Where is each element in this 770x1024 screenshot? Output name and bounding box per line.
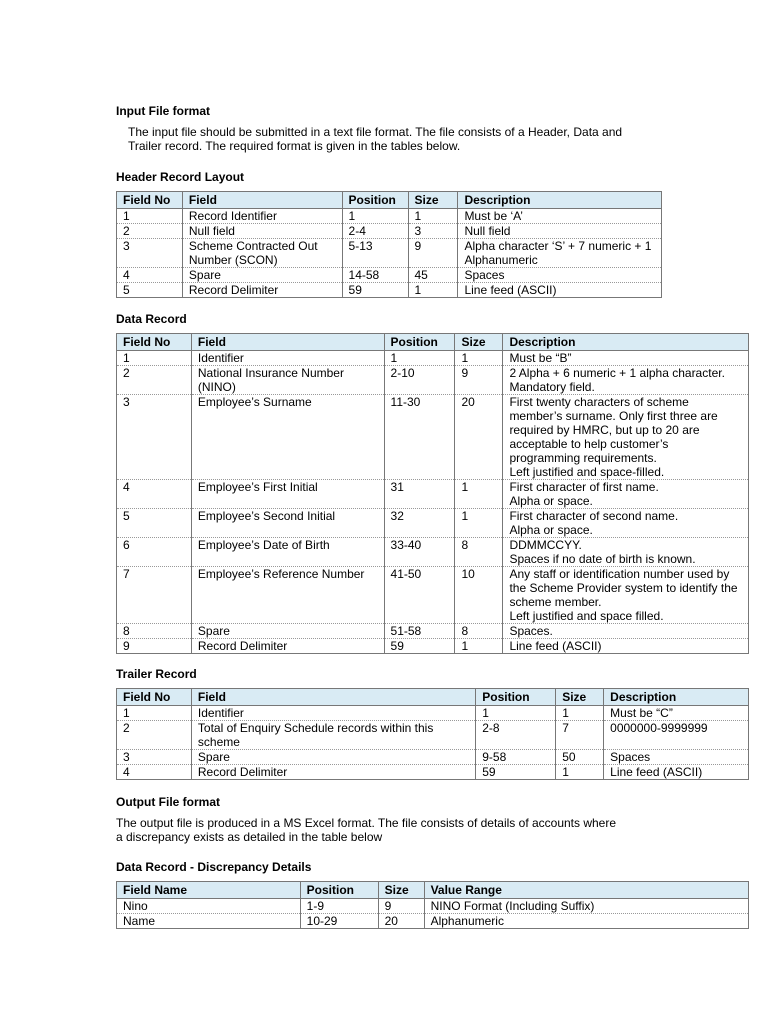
column-header: Field No (117, 192, 183, 209)
column-header: Field No (117, 334, 192, 351)
table-cell: 1 (342, 209, 408, 224)
data-record-heading: Data Record (116, 312, 187, 326)
column-header: Field (191, 334, 384, 351)
table-cell: 33-40 (384, 538, 455, 567)
table-cell: 1 (556, 765, 604, 780)
table-cell: Identifier (191, 706, 475, 721)
table-cell: 9 (378, 899, 424, 914)
column-header: Size (556, 689, 604, 706)
table-row (117, 721, 749, 750)
table-row (117, 224, 662, 239)
table-cell: Employee’s Reference Number (191, 567, 384, 624)
table-cell: 59 (342, 283, 408, 298)
column-header: Description (503, 334, 749, 351)
input-format-text: The input file should be submitted in a text file format. The file consists of a Header, Data and Trailer record. The required format is given in the tables below. (128, 125, 623, 153)
column-header: Value Range (424, 882, 748, 899)
table-header-row (117, 882, 749, 899)
table-cell: 50 (556, 750, 604, 765)
table-cell: 1 (455, 351, 503, 366)
table-cell: 9 (455, 366, 503, 395)
table-cell: 2 (117, 721, 192, 750)
table-cell: Nino (117, 899, 301, 914)
table-row (117, 209, 662, 224)
table-cell: 51-58 (384, 624, 455, 639)
table-cell: First character of second name. Alpha or space. (503, 509, 749, 538)
table-cell: Any staff or identification number used by the Scheme Provider system to identify the scheme member. Left justified and space filled. (503, 567, 749, 624)
table-cell: 59 (476, 765, 556, 780)
table-cell: Employee’s Date of Birth (191, 538, 384, 567)
table-cell: 1 (556, 706, 604, 721)
table-cell: 32 (384, 509, 455, 538)
table-cell: 8 (455, 624, 503, 639)
table-cell: Record Delimiter (191, 765, 475, 780)
column-header: Description (458, 192, 662, 209)
table-cell: Spare (191, 750, 475, 765)
table-cell: 0000000-9999999 (604, 721, 749, 750)
table-cell: First twenty characters of scheme member’s surname. Only first three are required by HMRC, but up to 20 are acceptable to help customer’s programming requirements. Left justified and space-filled. (503, 395, 749, 480)
table-cell: 1 (455, 480, 503, 509)
table-cell: 4 (117, 765, 192, 780)
table-cell: Null field (182, 224, 342, 239)
header-layout-heading: Header Record Layout (116, 170, 245, 184)
table-cell: Spaces. (503, 624, 749, 639)
table-cell: 3 (117, 395, 192, 480)
table-cell: 1-9 (300, 899, 378, 914)
table-cell: Spare (191, 624, 384, 639)
table-row (117, 706, 749, 721)
table-cell: Scheme Contracted Out Number (SCON) (182, 239, 342, 268)
table-cell: 6 (117, 538, 192, 567)
table-cell: Alpha character ‘S’ + 7 numeric + 1 Alphanumeric (458, 239, 662, 268)
table-cell: Line feed (ASCII) (503, 639, 749, 654)
table-cell: Null field (458, 224, 662, 239)
table-cell: 4 (117, 268, 183, 283)
table-row (117, 366, 749, 395)
table-cell: DDMMCCYY. Spaces if no date of birth is known. (503, 538, 749, 567)
table-cell: 2-10 (384, 366, 455, 395)
table-cell: Line feed (ASCII) (604, 765, 749, 780)
table-cell: 8 (117, 624, 192, 639)
table-header-row (117, 689, 749, 706)
table-cell: 3 (408, 224, 458, 239)
table-cell: Must be “C” (604, 706, 749, 721)
column-header: Size (408, 192, 458, 209)
table-row (117, 239, 662, 268)
column-header: Field (182, 192, 342, 209)
output-format-heading: Output File format (116, 795, 220, 809)
table-row (117, 914, 749, 929)
table-cell: Record Delimiter (182, 283, 342, 298)
table-cell: 9 (408, 239, 458, 268)
table-cell: 1 (476, 706, 556, 721)
column-header: Description (604, 689, 749, 706)
input-format-heading: Input File format (116, 104, 210, 118)
header-table (116, 191, 662, 298)
table-row (117, 765, 749, 780)
table-cell: 11-30 (384, 395, 455, 480)
column-header: Position (300, 882, 378, 899)
table-cell: Must be “B” (503, 351, 749, 366)
table-cell: 4 (117, 480, 192, 509)
table-row (117, 639, 749, 654)
table-cell: 2 Alpha + 6 numeric + 1 alpha character. Mandatory field. (503, 366, 749, 395)
table-cell: 2-8 (476, 721, 556, 750)
table-cell: 10-29 (300, 914, 378, 929)
column-header: Position (342, 192, 408, 209)
table-cell: 2 (117, 366, 192, 395)
table-cell: Spaces (604, 750, 749, 765)
table-cell: Total of Enquiry Schedule records within this scheme (191, 721, 475, 750)
table-header-row (117, 192, 662, 209)
table-cell: 1 (408, 209, 458, 224)
table-row (117, 624, 749, 639)
table-cell: 31 (384, 480, 455, 509)
table-cell: 1 (455, 509, 503, 538)
table-cell: 5 (117, 283, 183, 298)
discrepancy-heading: Data Record - Discrepancy Details (116, 860, 312, 874)
table-cell: 3 (117, 750, 192, 765)
table-cell: 7 (117, 567, 192, 624)
column-header: Size (378, 882, 424, 899)
table-cell: NINO Format (Including Suffix) (424, 899, 748, 914)
table-cell: 20 (455, 395, 503, 480)
table-row (117, 395, 749, 480)
table-cell: National Insurance Number (NINO) (191, 366, 384, 395)
table-cell: Must be ‘A’ (458, 209, 662, 224)
table-row (117, 268, 662, 283)
table-cell: Alphanumeric (424, 914, 748, 929)
table-cell: 14-58 (342, 268, 408, 283)
table-cell: Record Identifier (182, 209, 342, 224)
table-cell: Employee’s Surname (191, 395, 384, 480)
table-cell: 1 (408, 283, 458, 298)
discrepancy-table (116, 881, 749, 929)
table-cell: Employee’s First Initial (191, 480, 384, 509)
table-cell: 41-50 (384, 567, 455, 624)
column-header: Position (476, 689, 556, 706)
table-cell: 10 (455, 567, 503, 624)
table-cell: Line feed (ASCII) (458, 283, 662, 298)
table-cell: Employee’s Second Initial (191, 509, 384, 538)
table-cell: 9-58 (476, 750, 556, 765)
column-header: Field Name (117, 882, 301, 899)
table-cell: 59 (384, 639, 455, 654)
table-cell: 2-4 (342, 224, 408, 239)
table-row (117, 899, 749, 914)
table-cell: 9 (117, 639, 192, 654)
table-cell: Name (117, 914, 301, 929)
table-cell: 45 (408, 268, 458, 283)
table-row (117, 283, 662, 298)
table-cell: 7 (556, 721, 604, 750)
table-cell: 2 (117, 224, 183, 239)
table-cell: 1 (117, 706, 192, 721)
table-row (117, 538, 749, 567)
table-cell: 3 (117, 239, 183, 268)
trailer-record-table (116, 688, 749, 780)
table-cell: 1 (117, 209, 183, 224)
table-row (117, 509, 749, 538)
table-row (117, 480, 749, 509)
table-cell: 1 (117, 351, 192, 366)
table-row (117, 351, 749, 366)
data-record-table (116, 333, 749, 654)
column-header: Size (455, 334, 503, 351)
trailer-record-heading: Trailer Record (116, 667, 197, 681)
table-cell: Spaces (458, 268, 662, 283)
table-row (117, 567, 749, 624)
column-header: Field (191, 689, 475, 706)
table-cell: Spare (182, 268, 342, 283)
output-format-text: The output file is produced in a MS Excel format. The file consists of details of accounts where a discrepancy exists as detailed in the table below (116, 816, 617, 844)
table-cell: 1 (455, 639, 503, 654)
table-cell: Record Delimiter (191, 639, 384, 654)
table-cell: 20 (378, 914, 424, 929)
column-header: Field No (117, 689, 192, 706)
table-cell: 1 (384, 351, 455, 366)
column-header: Position (384, 334, 455, 351)
table-header-row (117, 334, 749, 351)
table-cell: First character of first name. Alpha or space. (503, 480, 749, 509)
table-cell: Identifier (191, 351, 384, 366)
table-row (117, 750, 749, 765)
table-cell: 8 (455, 538, 503, 567)
table-cell: 5-13 (342, 239, 408, 268)
table-cell: 5 (117, 509, 192, 538)
